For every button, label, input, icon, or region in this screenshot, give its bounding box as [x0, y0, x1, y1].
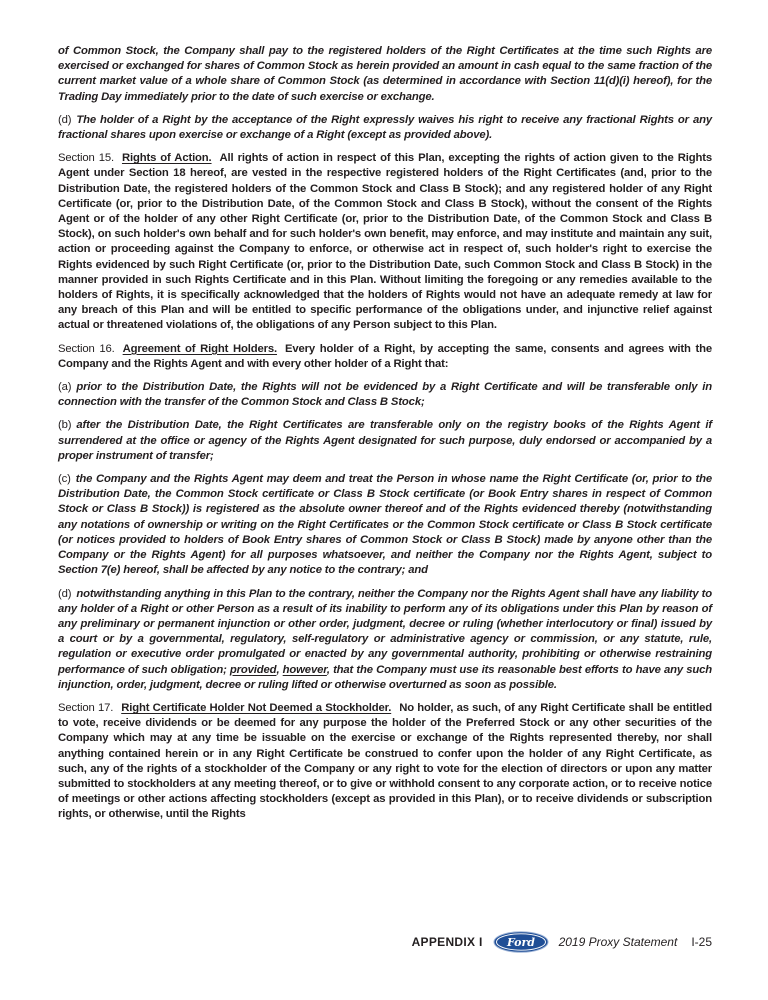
section-17 — [58, 701, 712, 823]
section-text: Every holder of a Right, by accepting the same, consents and agrees with the Company and the Rights Agent and with every other holder of a Right that: — [58, 342, 713, 370]
however-term: however — [282, 663, 327, 676]
section-title: Rights of Action. — [121, 152, 212, 165]
section-title: Right Certificate Holder Not Deemed a Stockholder. — [121, 701, 392, 714]
comma: , — [276, 663, 283, 676]
section-16-item-d — [58, 587, 712, 693]
item-text: prior to the Distribution Date, the Rights will not be evidenced by a Right Certificate and will be transferable only in connection with the transfer of the Common Stock and Class B Stock; — [58, 381, 712, 409]
item-d-fractional-rights — [58, 113, 712, 143]
page-footer — [412, 930, 712, 954]
ford-logo-icon — [493, 931, 549, 953]
page-number: I-25 — [691, 935, 712, 949]
item-text-after: , that the Company must use its reasonable best efforts to have any such injunction, order, judgment, decree or ruling lifted or otherwise overturned as soon as possible. — [58, 663, 712, 691]
section-16-item-a — [58, 380, 712, 410]
section-16-item-c — [58, 472, 712, 578]
continuation-paragraph: of Common Stock, the Company shall pay to the registered holders of the Right Certificates at the time such Rights are exercised or exchanged for shares of Common Stock as herein provided an amount in cash equal to the same fraction of the current market value of a whole share of Common Stock (as determined in accordance with Section 11(d)(i) hereof), for the Trading Day immediately prior to the date of such exercise or exchange. — [58, 45, 712, 103]
item-label: (a) — [58, 381, 72, 394]
section-text: All rights of action in respect of this Plan, excepting the rights of action given to the Rights Agent under Section 18 hereof, are vested in the respective registered holders of the Right Certificates (and, prior to the Distribution Date, the registered holders of the Common Stock and Class B Stock); and any registered holder of any Right Certificate (or, prior to the Distribution Date, of the Common Stock and Class B Stock), without the consent of the Rights Agent or of the holder of any other Right Certificate (or, prior to the Distribution Date, of the Common Stock and Class B Stock), on such holder's own behalf and for such holder's own benefit, may enforce, and may institute and maintain any suit, action or proceeding against the Company to enforce, or otherwise act in respect of, such holder's right to exercise the Rights evidenced by such Right Certificate (or, prior to the Distribution Date, such Common Stock and Class B Stock) in the manner provided in such Rights Certificate and in this Plan. Without limiting the foregoing or any remedies available to the holders of Rights, it is specifically acknowledged that the holders of Rights would not have an adequate remedy at law for any breach of this Plan and will be entitled to specific performance of the obligations under, and injunctive relief against actual or threatened violations of, the obligations of any Person subject to this Plan. — [58, 152, 712, 332]
svg-text:Ford: Ford — [506, 936, 535, 949]
section-text: No holder, as such, of any Right Certificate shall be entitled to vote, receive dividends or be deemed for any purpose the holder of the Preferred Stock or any other securities of the Company which may at any time be issuable on the exercise or exchange of the Rights represented thereby, nor shall anything contained herein or in any Right Certificate be construed to confer upon the holder of any Right Certificate, as such, any of the rights of a stockholder of the Company or any right to vote for the election of directors or upon any matter submitted to stockholders at any meeting thereof, or to give or withhold consent to any corporate action, or to receive notice of meetings or other actions affecting stockholders (except as provided in this Plan), or to receive dividends or subscription rights, or otherwise, until the Rights — [58, 701, 712, 821]
item-text: The holder of a Right by the acceptance of the Right expressly waives his right to receive any fractional Rights or any fractional shares upon exercise or exchange of a Right (except as provided above). — [58, 113, 712, 142]
section-label: Section 15. — [58, 152, 114, 165]
item-text: the Company and the Rights Agent may deem and treat the Person in whose name the Right Certificate (or, prior to the Distribution Date, the Common Stock certificate or Class B Stock certificate (or Book Entry shares in respect of Common Stock or Class B Stock)) is registered as the absolute owner thereof and of the Rights evidenced thereby (notwithstanding any notations of ownership or writing on the Right Certificates or the Common Stock certificate or Class B Stock certificate (or notices provided to holders of Book Entry shares of Common Stock or Class B Stock) made by anyone other than the Company or the Rights Agent) for all purposes whatsoever, and neither the Company nor the Rights Agent, subject to Section 7(e) hereof, shall be affected by any notice to the contrary; and — [58, 473, 712, 577]
item-label: (d) — [58, 587, 72, 600]
item-label: (b) — [58, 419, 72, 432]
provided-term: provided — [229, 663, 277, 676]
section-title: Agreement of Right Holders. — [122, 342, 278, 355]
section-15 — [58, 151, 712, 333]
document-title: 2019 Proxy Statement — [558, 935, 678, 949]
section-label: Section 17. — [58, 701, 114, 714]
appendix-label: APPENDIX I — [411, 935, 483, 949]
item-text-before: notwithstanding anything in this Plan to the contrary, neither the Company nor the Rights Agent shall have any liability to any holder of a Right or other Person as a result of its inability to perform any of its obligations under this Plan by reason of any preliminary or permanent injunction or other order, judgment, decree or ruling (whether interlocutory or final) issued by a court or by a governmental, regulatory, self-regulatory or administrative agency or commission, or any statute, rule, regulation or executive order promulgated or enacted by any governmental authority, prohibiting or otherwise restraining performance of such obligation; — [58, 587, 712, 676]
item-label: (d) — [58, 113, 72, 126]
section-label: Section 16. — [58, 342, 115, 355]
section-16 — [58, 342, 712, 372]
document-body — [58, 44, 712, 831]
item-text: after the Distribution Date, the Right Certificates are transferable only on the registry books of the Rights Agent if surrendered at the office or agency of the Rights Agent designated for such purpose, duly endorsed or accompanied by a proper instrument of transfer; — [58, 419, 712, 462]
item-label: (c) — [58, 473, 71, 486]
section-16-item-b — [58, 418, 712, 464]
